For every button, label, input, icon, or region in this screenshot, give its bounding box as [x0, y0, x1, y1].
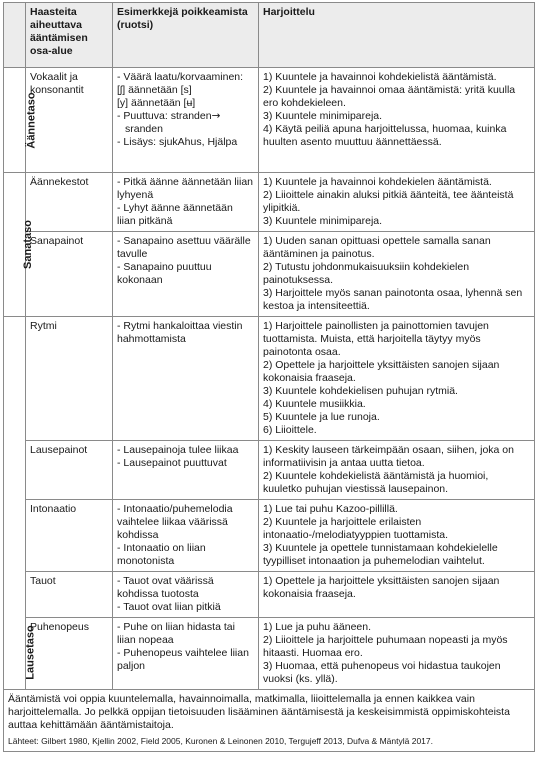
table-row — [4, 618, 535, 690]
row-area: Äännekestot — [26, 173, 113, 232]
row-training: 1) Kuuntele ja havainnoi kohdekielistä ääntämistä. 2) Kuuntele ja havainnoi omaa ääntämistä: yritä kuulla ero kohdekieleen. 3) Kuuntele minimipareja. 4) Käytä peiliä apuna harjoittelussa, huomaa, kuinka huulten asento muuttuu äännettäessä. — [259, 68, 535, 173]
footnote-row — [4, 690, 535, 736]
level-label-lausetaso: Lausetaso — [4, 317, 26, 690]
row-area: Puhenopeus — [26, 618, 113, 690]
row-examples: - Sanapaino asettuu väärälle tavulle - Sanapaino puuttuu kokonaan — [113, 232, 259, 317]
header-training: Harjoittelu — [259, 3, 535, 68]
row-area: Rytmi — [26, 317, 113, 441]
row-training: 1) Keskity lauseen tärkeimpään osaan, siihen, joka on informatiivisin ja antaa uutta tietoa. 2) Kuuntele kohdekielistä ääntämistä ja huomioi, kuuletko puhujan viestissä lausepainon. — [259, 441, 535, 500]
row-examples: - Puhe on liian hidasta tai liian nopeaa - Puhenopeus vaihtelee liian paljon — [113, 618, 259, 690]
row-area: Tauot — [26, 572, 113, 618]
level-label-aannetaso: Äännetaso — [4, 68, 26, 173]
header-examples: Esimerkkejä poikkeamista (ruotsi) — [113, 3, 259, 68]
table-row — [4, 68, 535, 173]
row-examples: - Pitkä äänne äännetään liian lyhyenä - Lyhyt äänne äännetään liian pitkänä — [113, 173, 259, 232]
row-training: 1) Lue ja puhu ääneen. 2) Liioittele ja harjoittele puhumaan nopeasti ja myös hitaasti. Huomaa ero. 3) Huomaa, että puhenopeus voi hidastua taukojen vuoksi (ks. yllä). — [259, 618, 535, 690]
table-row — [4, 500, 535, 572]
arrow-right-icon: → — [211, 110, 221, 122]
row-training: 1) Uuden sanan opittuasi opettele samalla sanan ääntäminen ja painotus. 2) Tutustu johdonmukaisuuksiin kohdekielen painotuksessa. 3) Harjoittele myös sanan painotonta osaa, lyhennä sen kestoa ja intensiteettiä. — [259, 232, 535, 317]
header-area: Haasteita aiheuttava ääntämisen osa-alue — [26, 3, 113, 68]
source-row — [4, 735, 535, 752]
table-header-row — [4, 3, 535, 68]
header-corner-cell — [4, 3, 26, 68]
table-row — [4, 317, 535, 441]
table-row — [4, 441, 535, 500]
row-training: 1) Kuuntele ja havainnoi kohdekielen ääntämistä. 2) Liioittele ainakin aluksi pitkiä äänteitä, tee äänteistä ylipitkiä. 3) Kuuntele minimipareja. — [259, 173, 535, 232]
row-area: Sanapainot — [26, 232, 113, 317]
table-row — [4, 173, 535, 232]
footnote-text: Ääntämistä voi oppia kuuntelemalla, havainnoimalla, matkimalla, liioittelemalla ja ennen kaikkea vain harjoittelemalla. Jo pelkkä oppijan tietoisuuden lisääminen ääntämisestä ja keskeisimmistä oppimiskohteista auttaa kehittämään ääntämistaitoja. — [4, 690, 535, 736]
table-row — [4, 232, 535, 317]
row-examples: - Lausepainoja tulee liikaa - Lausepainot puuttuvat — [113, 441, 259, 500]
row-examples: - Intonaatio/puhemelodia vaihtelee liikaa väärissä kohdissa - Intonaatio on liian monotonista — [113, 500, 259, 572]
row-area: Lausepainot — [26, 441, 113, 500]
row-examples: - Rytmi hankaloittaa viestin hahmottamista — [113, 317, 259, 441]
row-training: 1) Harjoittele painollisten ja painottomien tavujen tuottamista. Muista, että harjoitella täytyy myös painotonta osaa. 2) Opettele ja harjoittele yksittäisten sanojen sijaan kokonaisia fraaseja. 3) Kuuntele kohdekielisen puhujan rytmiä. 4) Kuuntele musiikkia. 5) Kuuntele ja lue runoja. 6) Liioittele. — [259, 317, 535, 441]
level-label-sanataso: Sanataso — [4, 173, 26, 317]
table-row — [4, 572, 535, 618]
row-examples: - Väärä laatu/korvaaminen: [ʃ] äännetään [s] [y] äännetään [ʉ] - Puuttuva: stranden→ sranden - Lisäys: sjukAhus, Hjälpa — [113, 68, 259, 173]
row-area: Intonaatio — [26, 500, 113, 572]
row-training: 1) Opettele ja harjoittele yksittäisten sanojen sijaan kokonaisia fraaseja. — [259, 572, 535, 618]
source-text: Lähteet: Gilbert 1980, Kjellin 2002, Field 2005, Kuronen & Leinonen 2010, Tergujeff 2013, Dufva & Mäntylä 2017. — [4, 735, 535, 752]
row-training: 1) Lue tai puhu Kazoo-pillillä. 2) Kuuntele ja harjoittele erilaisten intonaatio-/melodiatyyppien tuottamista. 3) Kuuntele ja opettele tunnistamaan kohdekielelle tyypilliset intonaation ja puhemelodian vaihtelut. — [259, 500, 535, 572]
pronunciation-table — [3, 2, 535, 752]
row-area: Vokaalit ja konsonantit — [26, 68, 113, 173]
row-examples: - Tauot ovat väärissä kohdissa tuotosta - Tauot ovat liian pitkiä — [113, 572, 259, 618]
